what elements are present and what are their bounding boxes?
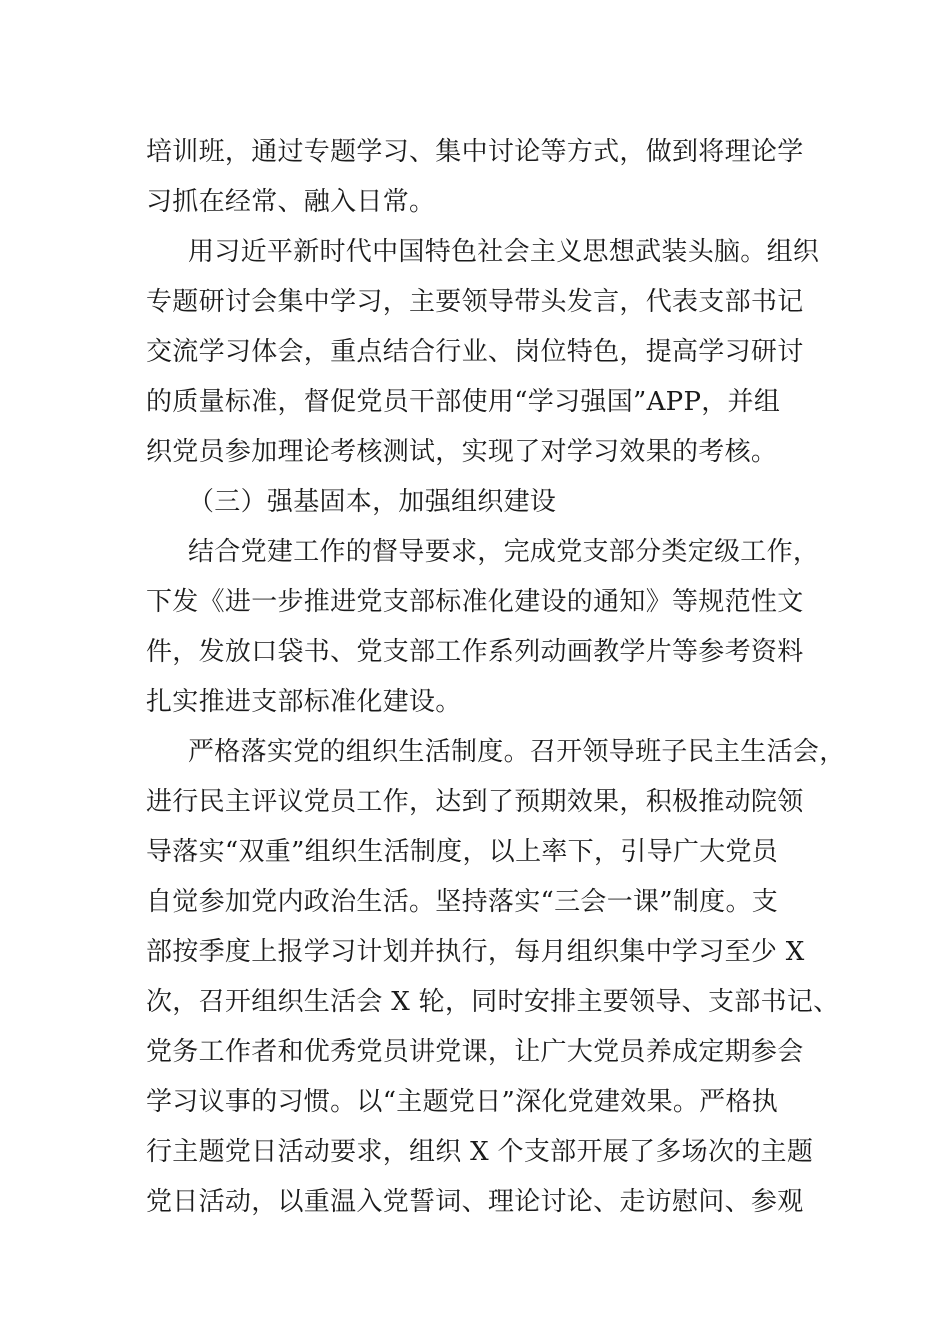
text-line: 下发《进一步推进党支部标准化建设的通知》等规范性文 [146,587,804,617]
text-line: 党日活动，以重温入党誓词、理论讨论、走访慰问、参观 [146,1187,804,1217]
text-line: 习抓在经常、融入日常。 [146,187,436,217]
text-line: 件，发放口袋书、党支部工作系列动画教学片等参考资料 [146,637,804,667]
text-line: 部按季度上报学习计划并执行，每月组织集中学习至少 X [146,937,805,967]
section-heading: （三）强基固本，加强组织建设 [188,487,557,517]
text-line: 进行民主评议党员工作，达到了预期效果，积极推动院领 [146,787,804,817]
text-line: 扎实推进支部标准化建设。 [146,687,462,717]
text-line: 的质量标准，督促党员干部使用“学习强国”APP，并组 [146,387,781,417]
text-line: 专题研讨会集中学习，主要领导带头发言，代表支部书记 [146,287,804,317]
text-line: 培训班，通过专题学习、集中讨论等方式，做到将理论学 [146,137,804,167]
paragraph-start-line: 用习近平新时代中国特色社会主义思想武装头脑。组织 [188,237,820,267]
text-line: 次，召开组织生活会 X 轮，同时安排主要领导、支部书记、 [146,987,840,1017]
text-line: 交流学习体会，重点结合行业、岗位特色，提高学习研讨 [146,337,804,367]
text-line: 导落实“双重”组织生活制度，以上率下，引导广大党员 [146,837,779,867]
text-line: 自觉参加党内政治生活。坚持落实“三会一课”制度。支 [146,887,779,917]
paragraph-start-line: 严格落实党的组织生活制度。召开领导班子民主生活会， [188,737,846,767]
text-line: 织党员参加理论考核测试，实现了对学习效果的考核。 [146,437,778,467]
text-line: 党务工作者和优秀党员讲党课，让广大党员养成定期参会 [146,1037,804,1067]
paragraph-start-line: 结合党建工作的督导要求，完成党支部分类定级工作， [188,537,820,567]
text-line: 行主题党日活动要求，组织 X 个支部开展了多场次的主题 [146,1137,814,1167]
text-line: 学习议事的习惯。以“主题党日”深化党建效果。严格执 [146,1087,779,1117]
